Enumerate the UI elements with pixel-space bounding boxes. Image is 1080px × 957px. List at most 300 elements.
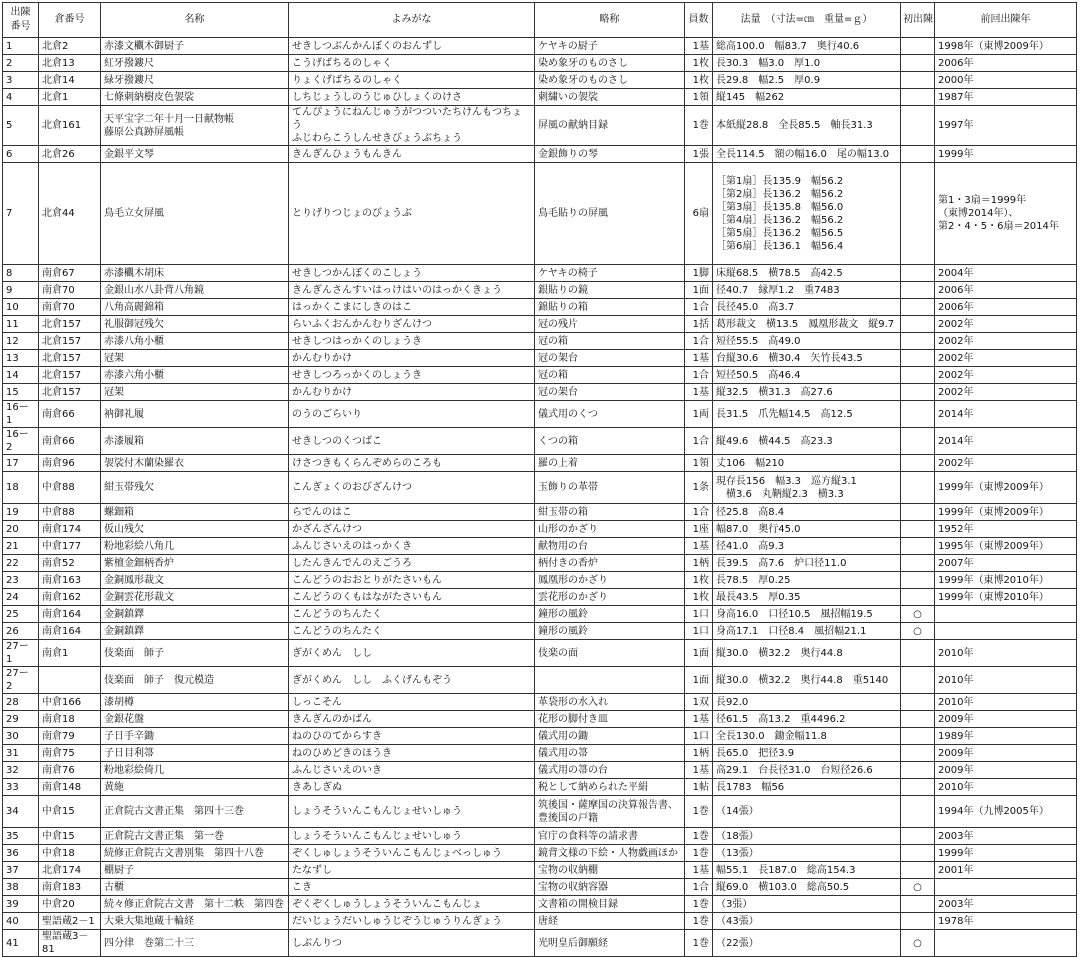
table-row [3, 862, 1077, 879]
item-name: 伎楽面 師子 復元模造 [101, 667, 289, 694]
item-abbreviation: 鐘形の風鈴 [535, 606, 685, 623]
item-abbreviation: 羅の上着 [535, 455, 685, 472]
item-name: 八角高麗錦箱 [101, 299, 289, 316]
item-dimensions: 長39.5 高7.6 炉口径11.0 [713, 555, 901, 572]
item-name: 正倉院古文書正集 第一巻 [101, 828, 289, 845]
item-quantity: 1巻 [685, 106, 713, 146]
item-reading: こき [289, 879, 535, 896]
row-number: 29 [3, 711, 39, 728]
item-reading: たなずし [289, 862, 535, 879]
storage-number: 南倉164 [39, 623, 101, 640]
first-exhibition-mark [901, 428, 935, 455]
item-abbreviation: 献物用の台 [535, 538, 685, 555]
first-exhibition-mark [901, 728, 935, 745]
item-quantity: 1巻 [685, 930, 713, 957]
item-abbreviation: 儀式用の鋤 [535, 728, 685, 745]
item-dimensions: 長30.3 幅3.0 厚1.0 [713, 55, 901, 72]
storage-number: 北倉157 [39, 384, 101, 401]
item-name: 赤漆履箱 [101, 428, 289, 455]
previous-exhibition-year: 2006年 [935, 299, 1077, 316]
item-name: 螺鈿箱 [101, 504, 289, 521]
storage-number: 北倉157 [39, 367, 101, 384]
item-dimensions: 幅87.0 奥行45.0 [713, 521, 901, 538]
item-reading: こんどうのちんたく [289, 606, 535, 623]
item-quantity: 1巻 [685, 896, 713, 913]
item-quantity: 1枚 [685, 55, 713, 72]
first-exhibition-mark [901, 862, 935, 879]
item-reading: しぶんりつ [289, 930, 535, 957]
item-abbreviation: 刺繍いの袈裟 [535, 89, 685, 106]
table-row [3, 265, 1077, 282]
previous-exhibition-year [935, 930, 1077, 957]
item-dimensions: （14張） [713, 796, 901, 828]
row-number: 36 [3, 845, 39, 862]
table-row [3, 845, 1077, 862]
table-row [3, 106, 1077, 146]
table-row [3, 728, 1077, 745]
item-dimensions: （18張） [713, 828, 901, 845]
item-name: 続々修正倉院古文書 第十二帙 第四巻 [101, 896, 289, 913]
item-dimensions: 縦69.0 横103.0 総高50.5 [713, 879, 901, 896]
previous-exhibition-year: 2003年 [935, 896, 1077, 913]
item-quantity: 1張 [685, 146, 713, 163]
first-exhibition-mark [901, 504, 935, 521]
item-reading: こうげばちるのしゃく [289, 55, 535, 72]
table-row [3, 745, 1077, 762]
item-quantity: 1基 [685, 862, 713, 879]
item-reading: したんきんでんのえごうろ [289, 555, 535, 572]
item-reading: ふんじさいえのいき [289, 762, 535, 779]
table-row [3, 779, 1077, 796]
previous-exhibition-year [935, 623, 1077, 640]
item-name: 金銀花盤 [101, 711, 289, 728]
previous-exhibition-year: 2006年 [935, 282, 1077, 299]
item-dimensions: （22張） [713, 930, 901, 957]
table-row [3, 428, 1077, 455]
storage-number: 南倉174 [39, 521, 101, 538]
item-abbreviation: 革袋形の水入れ [535, 694, 685, 711]
item-reading: こんどうのちんたく [289, 623, 535, 640]
item-dimensions: 径25.8 高8.4 [713, 504, 901, 521]
row-number: 16ー2 [3, 428, 39, 455]
item-quantity: 1口 [685, 606, 713, 623]
item-name: 漆胡樽 [101, 694, 289, 711]
previous-exhibition-year: 1997年 [935, 106, 1077, 146]
storage-number: 南倉75 [39, 745, 101, 762]
item-name: 粉地彩絵八角几 [101, 538, 289, 555]
item-abbreviation: 冠の箱 [535, 367, 685, 384]
header-storage: 倉番号 [39, 3, 101, 38]
row-number: 28 [3, 694, 39, 711]
item-abbreviation: 筑後国・薩摩国の決算報告書、 豊後国の戸籍 [535, 796, 685, 828]
item-abbreviation: 儀式用のくつ [535, 401, 685, 428]
item-reading: きんぎんのかばん [289, 711, 535, 728]
row-number: 24 [3, 589, 39, 606]
row-number: 12 [3, 333, 39, 350]
table-row [3, 930, 1077, 957]
first-exhibition-mark [901, 72, 935, 89]
row-number: 7 [3, 163, 39, 265]
item-name: 続修正倉院古文書別集 第四十八巻 [101, 845, 289, 862]
table-row [3, 401, 1077, 428]
previous-exhibition-year: 2010年 [935, 640, 1077, 667]
item-name: 子日手辛鋤 [101, 728, 289, 745]
storage-number: 南倉67 [39, 265, 101, 282]
item-reading: せきしつぶんかんぼくのおんずし [289, 38, 535, 55]
first-exhibition-mark [901, 299, 935, 316]
item-abbreviation: 宝物の収納容器 [535, 879, 685, 896]
row-number: 35 [3, 828, 39, 845]
header-name: 名称 [101, 3, 289, 38]
item-quantity: 1基 [685, 38, 713, 55]
previous-exhibition-year: 2003年 [935, 828, 1077, 845]
storage-number: 北倉157 [39, 316, 101, 333]
table-row [3, 589, 1077, 606]
item-name: 紫檀金鈿柄香炉 [101, 555, 289, 572]
item-abbreviation: 官庁の食料等の請求書 [535, 828, 685, 845]
item-name: 金銀山水八卦背八角鏡 [101, 282, 289, 299]
item-name: 礼服御冠残欠 [101, 316, 289, 333]
item-dimensions: 短径55.5 高49.0 [713, 333, 901, 350]
header-qty: 員数 [685, 3, 713, 38]
first-exhibition-mark [901, 146, 935, 163]
item-quantity: 1合 [685, 879, 713, 896]
item-quantity: 1口 [685, 623, 713, 640]
storage-number: 中倉18 [39, 845, 101, 862]
item-dimensions: 現存長156 幅3.3 巡方縦3.1 横3.6 丸鞆縦2.3 横3.3 [713, 472, 901, 504]
first-exhibition-mark [901, 282, 935, 299]
previous-exhibition-year: 1999年（東博2010年） [935, 572, 1077, 589]
item-name: 棚厨子 [101, 862, 289, 879]
item-name: 冠架 [101, 350, 289, 367]
item-abbreviation: 雲花形のかざり [535, 589, 685, 606]
item-name: 金銅鎮鐸 [101, 623, 289, 640]
item-dimensions: 本紙縦28.8 全長85.5 軸長31.3 [713, 106, 901, 146]
item-quantity: 1面 [685, 640, 713, 667]
item-dimensions: 総高100.0 幅83.7 奥行40.6 [713, 38, 901, 55]
item-abbreviation: 冠の架台 [535, 384, 685, 401]
table-row [3, 521, 1077, 538]
item-dimensions: 身高16.0 口径10.5 風招幅19.5 [713, 606, 901, 623]
item-quantity: 1巻 [685, 796, 713, 828]
storage-number: 南倉163 [39, 572, 101, 589]
item-abbreviation: 税として納められた平絹 [535, 779, 685, 796]
table-row [3, 282, 1077, 299]
first-exhibition-mark [901, 555, 935, 572]
table-row [3, 472, 1077, 504]
row-number: 4 [3, 89, 39, 106]
previous-exhibition-year: 1989年 [935, 728, 1077, 745]
table-row [3, 606, 1077, 623]
item-quantity: 1合 [685, 504, 713, 521]
previous-exhibition-year: 2009年 [935, 762, 1077, 779]
item-reading: きんぎんさんすいはっけはいのはっかくきょう [289, 282, 535, 299]
row-number: 3 [3, 72, 39, 89]
row-number: 22 [3, 555, 39, 572]
row-number: 20 [3, 521, 39, 538]
first-exhibition-mark [901, 845, 935, 862]
first-exhibition-mark [901, 589, 935, 606]
table-row [3, 367, 1077, 384]
row-number: 32 [3, 762, 39, 779]
item-abbreviation: 金銀飾りの琴 [535, 146, 685, 163]
item-dimensions: 葛形裁文 横13.5 鳳凰形裁文 縦9.7 [713, 316, 901, 333]
item-reading: きあしぎぬ [289, 779, 535, 796]
item-quantity: 1条 [685, 472, 713, 504]
item-reading: せきしつのくつばこ [289, 428, 535, 455]
item-quantity: 1柄 [685, 745, 713, 762]
previous-exhibition-year: 1998年（東博2009年） [935, 38, 1077, 55]
header-abbr: 略称 [535, 3, 685, 38]
item-dimensions: 長65.0 把径3.9 [713, 745, 901, 762]
storage-number: 南倉66 [39, 401, 101, 428]
table-row [3, 711, 1077, 728]
item-dimensions: 全長114.5 額の幅16.0 尾の幅13.0 [713, 146, 901, 163]
storage-number: 南倉66 [39, 428, 101, 455]
item-dimensions: 全長130.0 鋤金幅11.8 [713, 728, 901, 745]
item-dimensions: 高29.1 台長径31.0 台短径26.6 [713, 762, 901, 779]
item-abbreviation: 宝物の収納棚 [535, 862, 685, 879]
item-quantity: 1基 [685, 350, 713, 367]
first-exhibition-mark [901, 163, 935, 265]
item-abbreviation: 玉飾りの革帯 [535, 472, 685, 504]
previous-exhibition-year: 2002年 [935, 455, 1077, 472]
item-quantity: 1合 [685, 367, 713, 384]
first-exhibition-mark: ○ [901, 606, 935, 623]
item-reading: せきしつはっかくのしょうき [289, 333, 535, 350]
item-abbreviation: 鐘形の風鈴 [535, 623, 685, 640]
storage-number: 北倉44 [39, 163, 101, 265]
item-dimensions: 丈106 幅210 [713, 455, 901, 472]
storage-number: 南倉70 [39, 282, 101, 299]
item-reading: かざんざんけつ [289, 521, 535, 538]
item-abbreviation: 冠の残片 [535, 316, 685, 333]
storage-number: 中倉166 [39, 694, 101, 711]
item-reading: ふんじさいえのはっかくき [289, 538, 535, 555]
storage-number: 中倉88 [39, 504, 101, 521]
previous-exhibition-year: 2000年 [935, 72, 1077, 89]
first-exhibition-mark [901, 828, 935, 845]
item-quantity: 1括 [685, 316, 713, 333]
item-abbreviation: 染め象牙のものさし [535, 72, 685, 89]
item-quantity: 1座 [685, 521, 713, 538]
item-quantity: 1帖 [685, 779, 713, 796]
row-number: 26 [3, 623, 39, 640]
table-row [3, 455, 1077, 472]
previous-exhibition-year: 1999年（東博2009年） [935, 472, 1077, 504]
item-abbreviation: ケヤキの椅子 [535, 265, 685, 282]
table-row [3, 667, 1077, 694]
item-reading: こんどうのくもはながたさいもん [289, 589, 535, 606]
item-name: 金銅鳳形裁文 [101, 572, 289, 589]
item-quantity: 1合 [685, 333, 713, 350]
table-row [3, 299, 1077, 316]
item-reading: こんぎょくのおびざんけつ [289, 472, 535, 504]
item-dimensions: 台縦30.6 横30.4 矢竹長43.5 [713, 350, 901, 367]
row-number: 25 [3, 606, 39, 623]
row-number: 1 [3, 38, 39, 55]
item-reading: きんぎんひょうもんきん [289, 146, 535, 163]
item-quantity: 1基 [685, 384, 713, 401]
storage-number: 中倉177 [39, 538, 101, 555]
item-name: 子日目利箒 [101, 745, 289, 762]
item-quantity: 1面 [685, 667, 713, 694]
item-name: 天平宝字二年十月一日献物帳 藤原公真跡屏風帳 [101, 106, 289, 146]
item-quantity: 1両 [685, 401, 713, 428]
header-row [3, 3, 1077, 38]
item-abbreviation: 柄付きの香炉 [535, 555, 685, 572]
item-reading: しちじょうしのうじゅひしょくのけさ [289, 89, 535, 106]
first-exhibition-mark [901, 455, 935, 472]
item-reading: ぎがくめん しし [289, 640, 535, 667]
row-number: 6 [3, 146, 39, 163]
first-exhibition-mark [901, 265, 935, 282]
item-quantity: 1領 [685, 89, 713, 106]
previous-exhibition-year: 2010年 [935, 667, 1077, 694]
previous-exhibition-year: 2014年 [935, 428, 1077, 455]
item-reading: りょくげばちるのしゃく [289, 72, 535, 89]
item-reading: らでんのはこ [289, 504, 535, 521]
item-dimensions: 径41.0 高9.3 [713, 538, 901, 555]
item-abbreviation: 光明皇后御願経 [535, 930, 685, 957]
item-quantity: 1合 [685, 428, 713, 455]
row-number: 18 [3, 472, 39, 504]
storage-number: 北倉26 [39, 146, 101, 163]
item-reading: せきしつろっかくのしょうき [289, 367, 535, 384]
item-name: 紺玉帯残欠 [101, 472, 289, 504]
storage-number: 南倉183 [39, 879, 101, 896]
row-number: 19 [3, 504, 39, 521]
first-exhibition-mark [901, 106, 935, 146]
previous-exhibition-year: 1999年 [935, 146, 1077, 163]
item-dimensions: 長92.0 [713, 694, 901, 711]
first-exhibition-mark [901, 350, 935, 367]
storage-number: 北倉2 [39, 38, 101, 55]
storage-number: 南倉148 [39, 779, 101, 796]
row-number: 11 [3, 316, 39, 333]
previous-exhibition-year: 2014年 [935, 401, 1077, 428]
storage-number: 北倉157 [39, 333, 101, 350]
previous-exhibition-year: 2009年 [935, 711, 1077, 728]
storage-number: 南倉70 [39, 299, 101, 316]
exhibit-list [2, 2, 1076, 957]
table-row [3, 879, 1077, 896]
table-row [3, 333, 1077, 350]
table-row [3, 555, 1077, 572]
item-reading: ぞくぞくしゅうしょうそういんこもんじょ [289, 896, 535, 913]
row-number: 8 [3, 265, 39, 282]
first-exhibition-mark [901, 745, 935, 762]
item-abbreviation: 冠の箱 [535, 333, 685, 350]
item-dimensions: 縦32.5 横31.3 高27.6 [713, 384, 901, 401]
previous-exhibition-year: 2006年 [935, 55, 1077, 72]
item-abbreviation: 錦貼りの箱 [535, 299, 685, 316]
item-dimensions: ［第1扇］長135.9 幅56.2 ［第2扇］長136.2 幅56.2 ［第3扇］長135.8 幅56.0 ［第4扇］長136.2 幅56.2 ［第5扇］長136.2 幅56.5 ［第6扇］長136.1 幅56.4 [713, 163, 901, 265]
item-name: 仮山残欠 [101, 521, 289, 538]
table-row [3, 55, 1077, 72]
first-exhibition-mark [901, 762, 935, 779]
storage-number: 南倉18 [39, 711, 101, 728]
previous-exhibition-year: 2002年 [935, 333, 1077, 350]
storage-number: 南倉76 [39, 762, 101, 779]
storage-number: 中倉20 [39, 896, 101, 913]
item-reading: ぞくしゅしょうそういんこもんじょべっしゅう [289, 845, 535, 862]
storage-number: 北倉1 [39, 89, 101, 106]
previous-exhibition-year: 2010年 [935, 779, 1077, 796]
item-name: 金銅雲花形裁文 [101, 589, 289, 606]
table-row [3, 146, 1077, 163]
first-exhibition-mark [901, 367, 935, 384]
storage-number: 南倉164 [39, 606, 101, 623]
item-abbreviation: くつの箱 [535, 428, 685, 455]
row-number: 30 [3, 728, 39, 745]
item-name: 古櫃 [101, 879, 289, 896]
storage-number: 北倉157 [39, 350, 101, 367]
item-quantity: 1巻 [685, 828, 713, 845]
item-quantity: 1口 [685, 728, 713, 745]
storage-number: 中倉88 [39, 472, 101, 504]
first-exhibition-mark [901, 896, 935, 913]
item-dimensions: （3張） [713, 896, 901, 913]
first-exhibition-mark [901, 521, 935, 538]
item-reading: のうのごらいり [289, 401, 535, 428]
row-number: 27ー1 [3, 640, 39, 667]
item-name: 赤漆六角小櫃 [101, 367, 289, 384]
previous-exhibition-year: 2002年 [935, 367, 1077, 384]
item-quantity: 1面 [685, 282, 713, 299]
item-reading: けさつきもくらんぞめらのころも [289, 455, 535, 472]
table-body [3, 38, 1077, 957]
item-quantity: 1合 [685, 299, 713, 316]
item-quantity: 1基 [685, 711, 713, 728]
previous-exhibition-year: 1999年（東博2009年） [935, 504, 1077, 521]
storage-number: 南倉96 [39, 455, 101, 472]
item-dimensions: 径40.7 縁厚1.2 重7483 [713, 282, 901, 299]
previous-exhibition-year [935, 879, 1077, 896]
previous-exhibition-year: 2001年 [935, 862, 1077, 879]
row-number: 40 [3, 913, 39, 930]
item-reading: せきしつかんぼくのこしょう [289, 265, 535, 282]
item-quantity: 1枚 [685, 572, 713, 589]
table-row [3, 896, 1077, 913]
previous-exhibition-year: 2009年 [935, 745, 1077, 762]
item-reading: しょうそういんこもんじょせいしゅう [289, 828, 535, 845]
item-quantity: 1枚 [685, 589, 713, 606]
row-number: 38 [3, 879, 39, 896]
item-reading: ねのひのてからすき [289, 728, 535, 745]
first-exhibition-mark [901, 384, 935, 401]
item-reading: しょうそういんこもんじょせいしゅう [289, 796, 535, 828]
first-exhibition-mark [901, 316, 935, 333]
storage-number: 北倉174 [39, 862, 101, 879]
item-dimensions: 床縦68.5 横78.5 高42.5 [713, 265, 901, 282]
item-name: 袈裟付木蘭染羅衣 [101, 455, 289, 472]
previous-exhibition-year: 1994年（九博2005年） [935, 796, 1077, 828]
storage-number: 北倉14 [39, 72, 101, 89]
item-quantity: 1基 [685, 762, 713, 779]
row-number: 31 [3, 745, 39, 762]
item-quantity: 1脚 [685, 265, 713, 282]
item-name: 赤漆文欟木御厨子 [101, 38, 289, 55]
row-number: 10 [3, 299, 39, 316]
item-reading: ねのひめどきのほうき [289, 745, 535, 762]
previous-exhibition-year: 2002年 [935, 384, 1077, 401]
item-dimensions: 最長43.5 厚0.35 [713, 589, 901, 606]
item-dimensions: 径61.5 高13.2 重4496.2 [713, 711, 901, 728]
item-abbreviation: 伎楽の面 [535, 640, 685, 667]
row-number: 33 [3, 779, 39, 796]
item-abbreviation [535, 667, 685, 694]
